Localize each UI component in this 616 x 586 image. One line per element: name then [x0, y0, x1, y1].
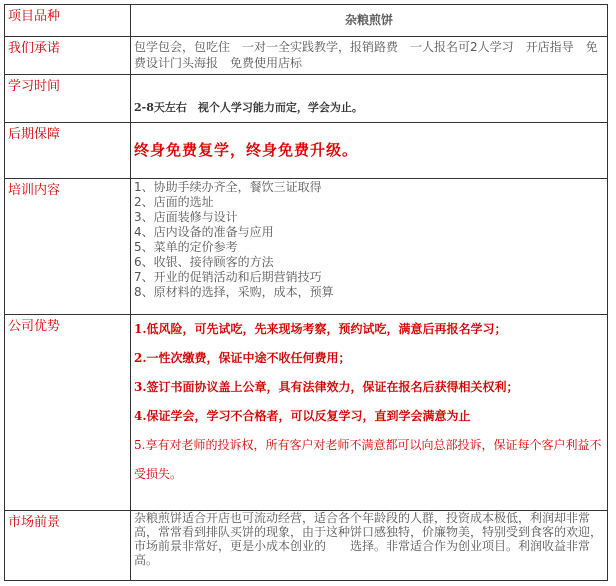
label-market: 市场前景	[5, 511, 131, 581]
product-title: 杂粮煎饼	[131, 5, 608, 37]
row-duration	[5, 75, 608, 123]
label-duration: 学习时间	[5, 75, 131, 123]
row-advantages	[5, 315, 608, 511]
advantage-item: 2.一性次缴费，保证中途不收任何费用；	[134, 351, 351, 365]
advantage-item: 1.低风险，可先试吃，先来现场考察，预约试吃，满意后再报名学习；	[134, 322, 507, 336]
advantage-item: 3.签订书面协议盖上公章，具有法律效力，保证在报名后获得相关权利；	[134, 380, 519, 394]
row-promise	[5, 37, 608, 75]
label-product: 项目品种	[5, 5, 131, 37]
label-advantages: 公司优势	[5, 315, 131, 511]
market-cell	[131, 511, 608, 581]
duration-cell	[131, 75, 608, 123]
training-item: 7、开业的促销活动和后期营销技巧	[134, 270, 322, 284]
advantage-item: 4.保证学会，学习不合格者，可以反复学习，直到学会满意为止	[134, 409, 471, 423]
duration-text: 2-8天左右 视个人学习能力而定，学会为止。	[134, 101, 363, 114]
row-guarantee	[5, 123, 608, 179]
training-item: 5、菜单的定价参考	[134, 240, 238, 254]
training-item: 3、店面装修与设计	[134, 210, 238, 224]
training-item: 8、原材料的选择，采购，成本，预算	[134, 285, 334, 299]
promise-cell	[131, 37, 608, 75]
guarantee-text: 终身免费复学，终身免费升级。	[134, 141, 359, 159]
training-item: 2、店面的选址	[134, 195, 214, 209]
label-promise: 我们承诺	[5, 37, 131, 75]
training-list	[134, 179, 604, 301]
training-cell	[131, 179, 608, 315]
training-item: 4、店内设备的准备与应用	[134, 225, 274, 239]
market-text: 杂粮煎饼适合开店也可流动经营，适合各个年龄段的人群，投资成本极低，利润却非常高，常常看到排队买饼的现象，由于这种饼口感独特，价廉物美，特别受到食客的欢迎，市场前景非常好，更是小成本创业的 选择。非常适合作为创业项目。利润收益非常高。	[134, 511, 603, 567]
label-guarantee: 后期保障	[5, 123, 131, 179]
training-item: 1、协助手续办齐全，餐饮三证取得	[134, 180, 322, 194]
row-product	[5, 5, 608, 37]
row-training	[5, 179, 608, 315]
project-info-table	[4, 4, 608, 581]
guarantee-cell	[131, 123, 608, 179]
row-market	[5, 511, 608, 581]
advantage-item: 5.享有对老师的投诉权，所有客户对老师不满意都可以向总部投诉，保证每个客户利益不受损失。	[134, 438, 602, 481]
training-item: 6、收银、接待顾客的方法	[134, 255, 274, 269]
advantages-cell	[131, 315, 608, 511]
label-training: 培训内容	[5, 179, 131, 315]
promise-text: 包学包会，包吃住 一对一全实践教学，报销路费 一人报名可2人学习 开店指导 免费设计门头海报 免费使用店标	[134, 40, 598, 70]
